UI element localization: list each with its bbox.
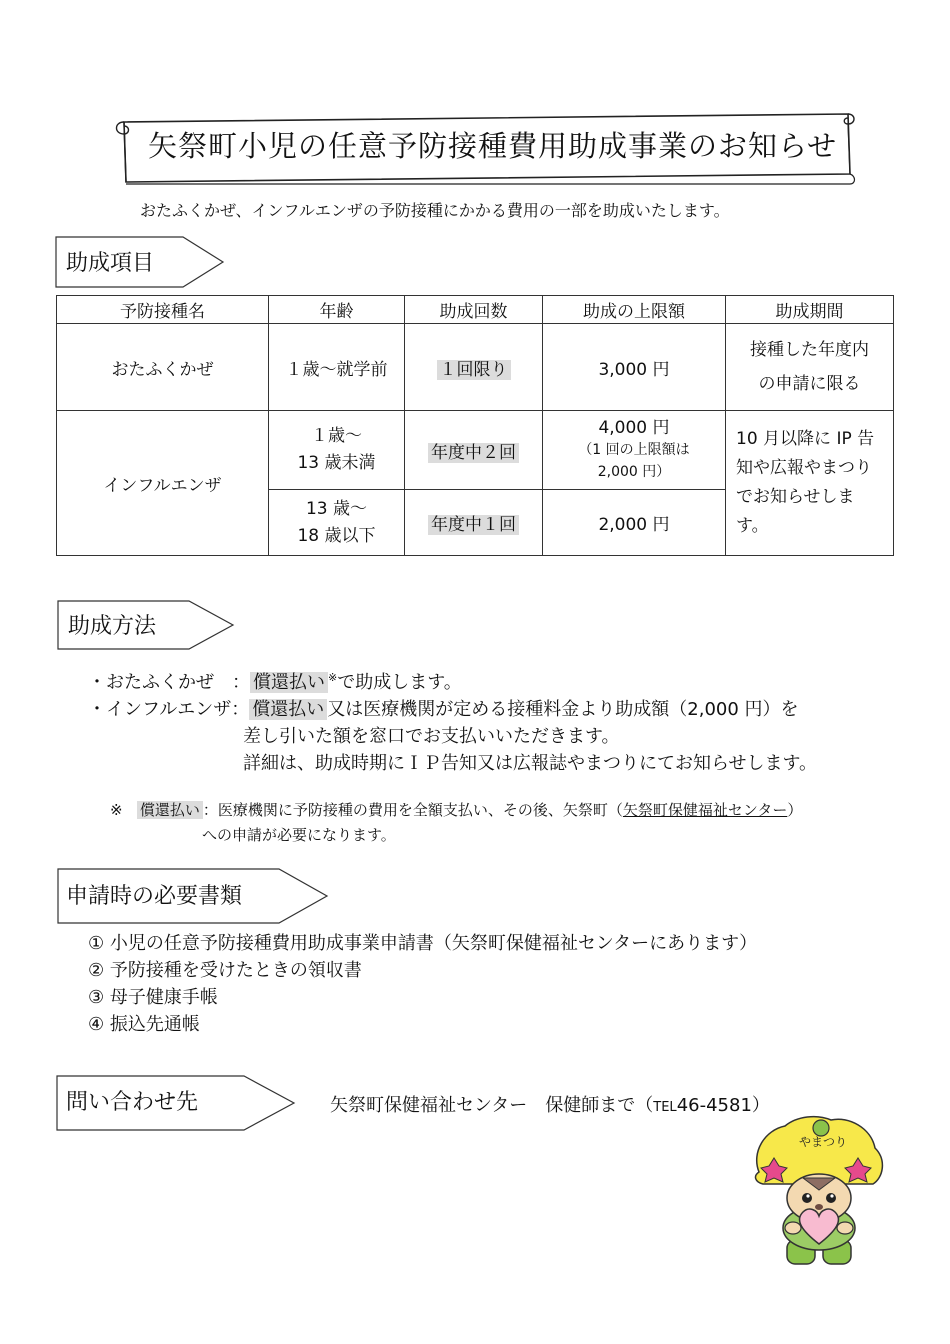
table-row bbox=[57, 411, 894, 490]
mascot-eye bbox=[826, 1193, 836, 1203]
method-label: ・インフルエンザ： bbox=[88, 699, 250, 720]
method-flu bbox=[88, 696, 888, 723]
vaccine-name: おたふくかぜ bbox=[57, 324, 269, 411]
method-text: 又は医療機関が定める接種料金より助成額（2,000 円）を bbox=[327, 699, 799, 720]
table-header: 年齢 bbox=[269, 296, 405, 324]
method-text: で助成します。 bbox=[337, 672, 462, 693]
age-range bbox=[269, 411, 405, 490]
age-line: 13 歳未満 bbox=[297, 453, 376, 473]
mascot-hand bbox=[837, 1222, 853, 1234]
section-title-method: 助成方法 bbox=[68, 614, 157, 639]
contact-text: 矢祭町保健福祉センター 保健師まで（ bbox=[330, 1095, 654, 1116]
period-line: 接種した年度内 bbox=[750, 340, 869, 360]
section-title-contact: 問い合わせ先 bbox=[66, 1090, 199, 1115]
list-item: ③ 母子健康手帳 bbox=[88, 987, 218, 1008]
age-line: １歳～ bbox=[311, 426, 362, 446]
mascot-illustration bbox=[745, 1112, 895, 1272]
subsidy-count-value: １回限り bbox=[437, 360, 511, 380]
documents-list bbox=[88, 930, 888, 1038]
table-header: 助成回数 bbox=[405, 296, 543, 324]
limit-note: 2,000 円） bbox=[597, 464, 671, 480]
note-text: への申請が必要になります。 bbox=[202, 826, 396, 844]
method-text: 差し引いた額を窓口でお支払いいただきます。 bbox=[243, 726, 620, 747]
method-highlight: 償還払い bbox=[249, 699, 327, 720]
table-header: 助成期間 bbox=[726, 296, 894, 324]
note-text: ：医療機関に予防接種の費用を全額支払い、その後、矢祭町（ bbox=[202, 801, 623, 819]
section-title-documents: 申請時の必要書類 bbox=[66, 884, 243, 909]
mascot-hat-badge bbox=[813, 1120, 829, 1136]
subsidy-count bbox=[405, 411, 543, 490]
age-line: 18 歳以下 bbox=[297, 525, 376, 546]
age-line: 13 歳～ bbox=[305, 498, 368, 519]
age-range bbox=[269, 490, 405, 556]
grant-table bbox=[56, 295, 894, 556]
table-header: 助成の上限額 bbox=[543, 296, 726, 324]
note-text: ） bbox=[787, 801, 803, 819]
section-title-items: 助成項目 bbox=[66, 251, 155, 276]
table-header-row bbox=[57, 296, 894, 324]
subsidy-count bbox=[405, 324, 543, 411]
page-title: 矢祭町小児の任意予防接種費用助成事業のお知らせ bbox=[148, 129, 838, 163]
vaccine-name: インフルエンザ bbox=[57, 411, 269, 556]
mascot-eye bbox=[802, 1193, 812, 1203]
method-label: ・おたふくかぜ ： bbox=[88, 672, 250, 693]
note-office: 矢祭町保健福祉センター bbox=[622, 801, 788, 819]
contact-info bbox=[330, 1093, 770, 1121]
mascot-eye-highlight bbox=[830, 1194, 833, 1197]
method-block bbox=[88, 664, 888, 777]
note-mark: ※ bbox=[110, 801, 123, 819]
mascot-nose bbox=[815, 1204, 823, 1210]
subsidy-count-value: 年度中１回 bbox=[428, 515, 519, 535]
note-block bbox=[110, 798, 890, 848]
note-line bbox=[110, 798, 890, 823]
limit-value: 4,000 円 bbox=[598, 418, 670, 438]
contact-text: ） bbox=[751, 1095, 770, 1116]
subsidy-period bbox=[726, 411, 894, 556]
limit-note: （1 回の上限額は bbox=[578, 442, 690, 458]
subsidy-limit: 3,000 円 bbox=[543, 324, 726, 411]
intro-text: おたふくかぜ、インフルエンザの予防接種にかかる費用の一部を助成いたします。 bbox=[140, 201, 730, 220]
tel-label: TEL bbox=[653, 1100, 677, 1115]
mascot-eye-highlight bbox=[806, 1194, 809, 1197]
subsidy-limit: 2,000 円 bbox=[543, 490, 726, 556]
table-header: 予防接種名 bbox=[57, 296, 269, 324]
period-line: の申請に限る bbox=[758, 374, 861, 394]
method-text: 詳細は、助成時期にＩＰ告知又は広報誌やまつりにてお知らせします。 bbox=[243, 753, 818, 774]
subsidy-count bbox=[405, 490, 543, 556]
method-mumps bbox=[88, 664, 888, 696]
note-mark: ※ bbox=[328, 671, 338, 684]
table-row bbox=[57, 324, 894, 411]
list-item: ④ 振込先通帳 bbox=[88, 1014, 200, 1035]
mascot-hat-text: やまつり bbox=[799, 1135, 848, 1149]
list-item: ② 予防接種を受けたときの領収書 bbox=[88, 960, 362, 981]
list-item: ① 小児の任意予防接種費用助成事業申請書（矢祭町保健福祉センターにあります） bbox=[88, 933, 758, 954]
note-term: 償還払い bbox=[137, 801, 203, 819]
mascot-hand bbox=[785, 1222, 801, 1234]
method-highlight: 償還払い bbox=[250, 672, 328, 693]
subsidy-limit bbox=[543, 411, 726, 490]
subsidy-count-value: 年度中２回 bbox=[428, 443, 519, 463]
tel-number: 46-4581 bbox=[676, 1095, 752, 1116]
subsidy-period bbox=[726, 324, 894, 411]
period-text: 10 月以降に IP 告知や広報やまつりでお知らせします。 bbox=[736, 429, 875, 536]
age-range: １歳～就学前 bbox=[269, 324, 405, 411]
